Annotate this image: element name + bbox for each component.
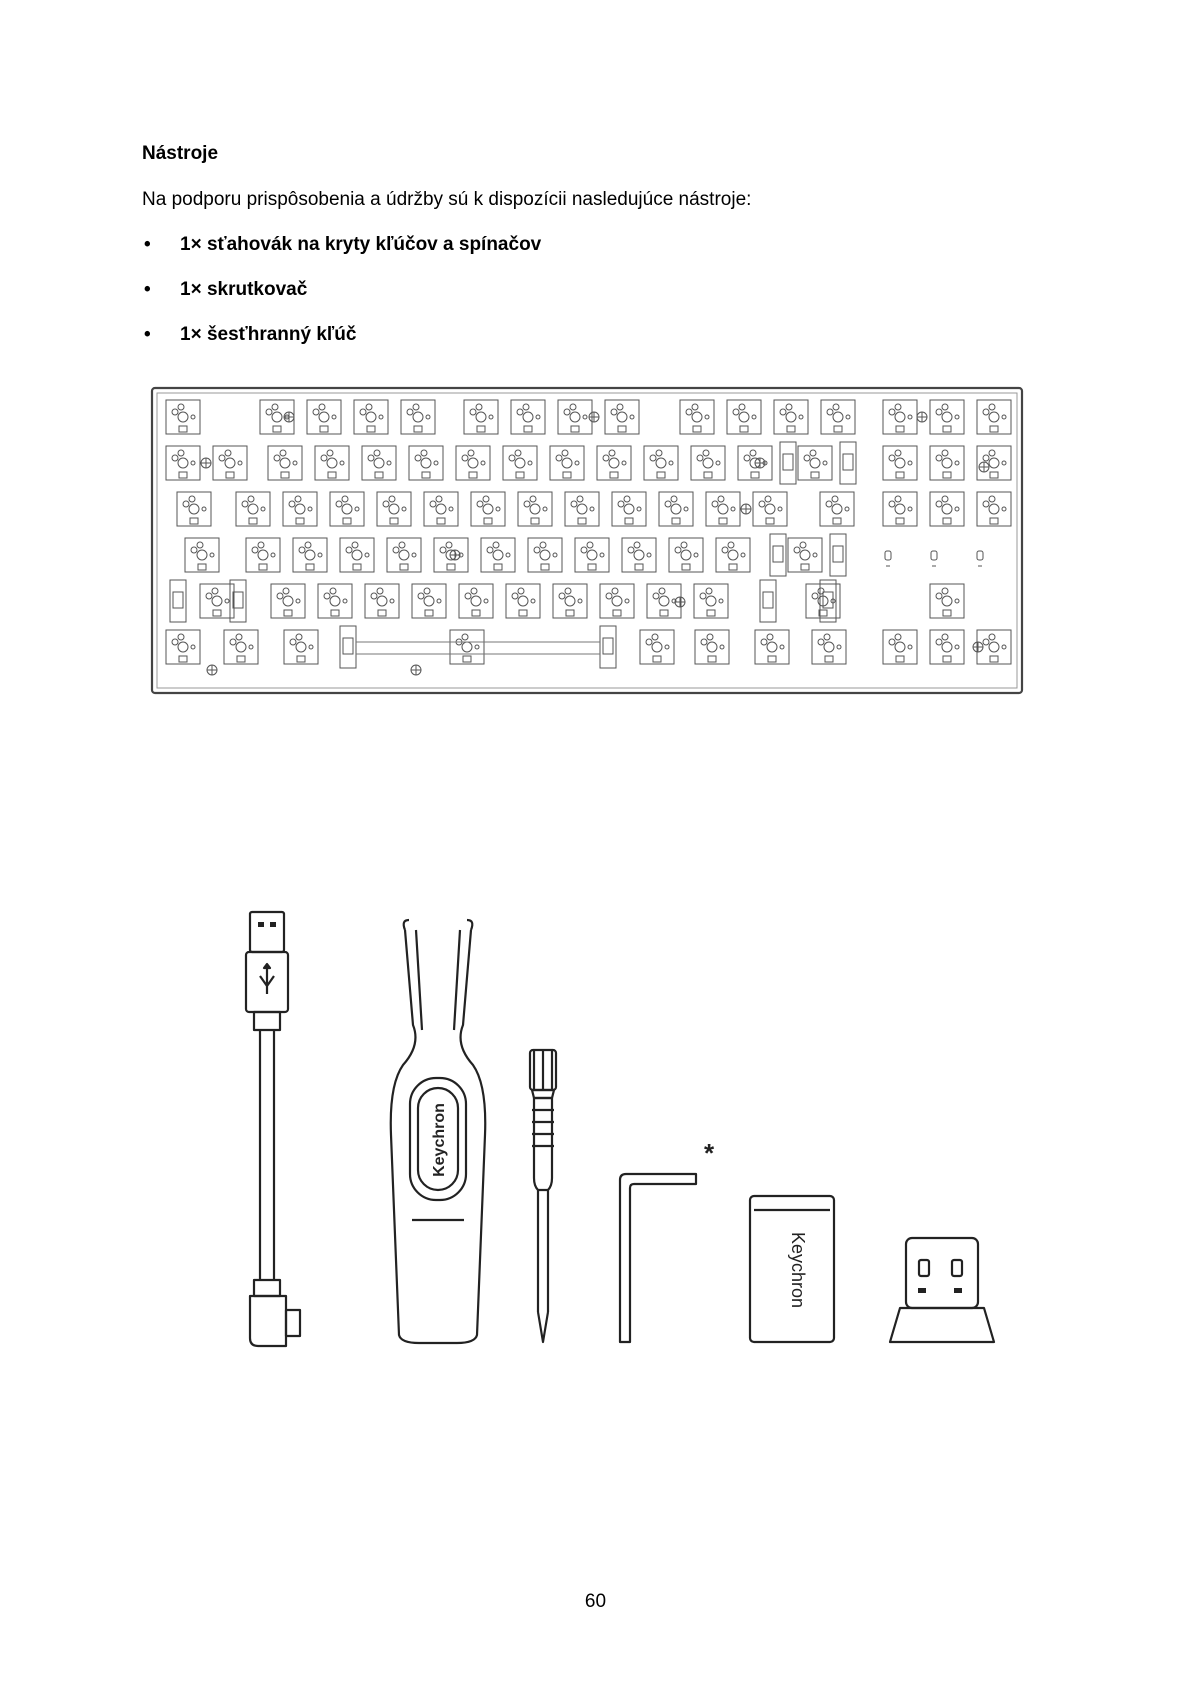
switch-socket xyxy=(330,492,364,526)
switch-socket xyxy=(930,584,964,618)
stabilizer xyxy=(340,626,356,668)
list-item xyxy=(142,279,541,324)
indicator-led xyxy=(931,551,937,566)
screw-hole xyxy=(284,412,294,422)
switch-socket xyxy=(930,492,964,526)
switch-socket xyxy=(283,492,317,526)
screw-hole xyxy=(741,504,751,514)
switch-socket xyxy=(930,630,964,664)
list-item-text: 1× šesťhranný kľúč xyxy=(180,324,357,345)
switch-socket xyxy=(365,584,399,618)
switch-socket xyxy=(409,446,443,480)
list-item-text: 1× sťahovák na kryty kľúčov a spínačov xyxy=(180,234,542,255)
page-number: 60 xyxy=(584,1591,607,1612)
switch-socket xyxy=(166,446,200,480)
switch-socket xyxy=(550,446,584,480)
stabilizer xyxy=(830,534,846,576)
screw-hole xyxy=(755,458,765,468)
switch-socket xyxy=(236,492,270,526)
included-tools-illustration xyxy=(230,900,1030,1370)
switch-socket xyxy=(691,446,725,480)
indicator-led xyxy=(977,551,983,566)
stabilizer xyxy=(770,534,786,576)
screw-hole xyxy=(675,597,685,607)
switch-socket xyxy=(659,492,693,526)
screw-hole xyxy=(979,462,989,472)
bullet: • xyxy=(144,234,151,255)
switch-socket xyxy=(706,492,740,526)
switch-socket xyxy=(354,400,388,434)
switch-socket xyxy=(387,538,421,572)
asterisk-mark: * xyxy=(704,1138,715,1168)
switch-socket xyxy=(597,446,631,480)
switch-socket xyxy=(883,492,917,526)
switch-socket xyxy=(340,538,374,572)
usb-receiver-icon xyxy=(890,1238,994,1342)
switch-socket xyxy=(459,584,493,618)
tool-list xyxy=(142,234,541,369)
switch-socket xyxy=(612,492,646,526)
switch-socket xyxy=(471,492,505,526)
bullet: • xyxy=(144,324,151,345)
switch-socket xyxy=(271,584,305,618)
switch-socket xyxy=(464,400,498,434)
switch-socket xyxy=(166,400,200,434)
switch-socket xyxy=(565,492,599,526)
hex-key-icon xyxy=(620,1174,696,1342)
switch-socket xyxy=(694,584,728,618)
switch-socket xyxy=(362,446,396,480)
switch-socket xyxy=(503,446,537,480)
switch-socket xyxy=(977,492,1011,526)
switch-socket xyxy=(883,400,917,434)
list-item xyxy=(142,324,541,369)
switch-socket xyxy=(695,630,729,664)
switch-socket xyxy=(753,492,787,526)
puller-logo-text: Keychron xyxy=(431,1103,448,1177)
switch-socket xyxy=(930,400,964,434)
switch-socket xyxy=(424,492,458,526)
switch-socket xyxy=(930,446,964,480)
switch-socket xyxy=(284,630,318,664)
switch-socket xyxy=(246,538,280,572)
switch-socket xyxy=(774,400,808,434)
screw-hole xyxy=(207,665,217,675)
usb-cable-icon xyxy=(246,912,300,1346)
section-heading: Nástroje xyxy=(142,143,219,164)
screw-hole xyxy=(450,550,460,560)
switch-socket xyxy=(669,538,703,572)
stabilizer xyxy=(230,580,246,622)
bullet: • xyxy=(144,279,151,300)
intro-paragraph: Na podporu prispôsobenia a údržby sú k dispozícii nasledujúce nástroje: xyxy=(142,189,752,210)
screw-hole xyxy=(201,458,211,468)
switch-socket xyxy=(450,630,484,664)
switch-socket xyxy=(558,400,592,434)
switch-socket xyxy=(977,446,1011,480)
switch-socket xyxy=(680,400,714,434)
stabilizer xyxy=(170,580,186,622)
switch-socket xyxy=(644,446,678,480)
switch-socket xyxy=(268,446,302,480)
switch-socket xyxy=(883,446,917,480)
switch-socket xyxy=(318,584,352,618)
switch-socket xyxy=(788,538,822,572)
screwdriver-icon xyxy=(530,1050,556,1342)
switch-socket xyxy=(820,492,854,526)
switch-socket xyxy=(575,538,609,572)
switch-socket xyxy=(647,584,681,618)
switch-socket xyxy=(821,400,855,434)
switch-socket xyxy=(977,400,1011,434)
switch-socket xyxy=(528,538,562,572)
switch-socket xyxy=(401,400,435,434)
switch-socket xyxy=(798,446,832,480)
switch-socket xyxy=(315,446,349,480)
switch-socket xyxy=(412,584,446,618)
switch-socket xyxy=(481,538,515,572)
screw-hole xyxy=(411,665,421,675)
stabilizer xyxy=(760,580,776,622)
case-logo-text: Keychron xyxy=(788,1231,808,1309)
switch-socket xyxy=(727,400,761,434)
switch-socket xyxy=(716,538,750,572)
switch-socket xyxy=(166,630,200,664)
switch-socket xyxy=(506,584,540,618)
switch-socket xyxy=(213,446,247,480)
stabilizer xyxy=(600,626,616,668)
switch-socket xyxy=(640,630,674,664)
stabilizer xyxy=(840,442,856,484)
switch-socket xyxy=(605,400,639,434)
screw-hole xyxy=(973,642,983,652)
switch-socket xyxy=(511,400,545,434)
switch-socket xyxy=(456,446,490,480)
screw-hole xyxy=(589,412,599,422)
list-item xyxy=(142,234,541,279)
switch-socket xyxy=(293,538,327,572)
stabilizer xyxy=(780,442,796,484)
switch-socket xyxy=(622,538,656,572)
switch-socket xyxy=(224,630,258,664)
screw-hole xyxy=(917,412,927,422)
switch-socket xyxy=(177,492,211,526)
switch-socket xyxy=(883,630,917,664)
switch-socket xyxy=(518,492,552,526)
list-item-text: 1× skrutkovač xyxy=(180,279,308,300)
switch-socket xyxy=(812,630,846,664)
indicator-led xyxy=(885,551,891,566)
switch-socket xyxy=(185,538,219,572)
keyboard-plate-diagram xyxy=(150,386,1024,695)
switch-socket xyxy=(600,584,634,618)
switch-socket xyxy=(553,584,587,618)
switch-socket xyxy=(200,584,234,618)
switch-socket xyxy=(377,492,411,526)
switch-socket xyxy=(755,630,789,664)
switch-socket xyxy=(307,400,341,434)
